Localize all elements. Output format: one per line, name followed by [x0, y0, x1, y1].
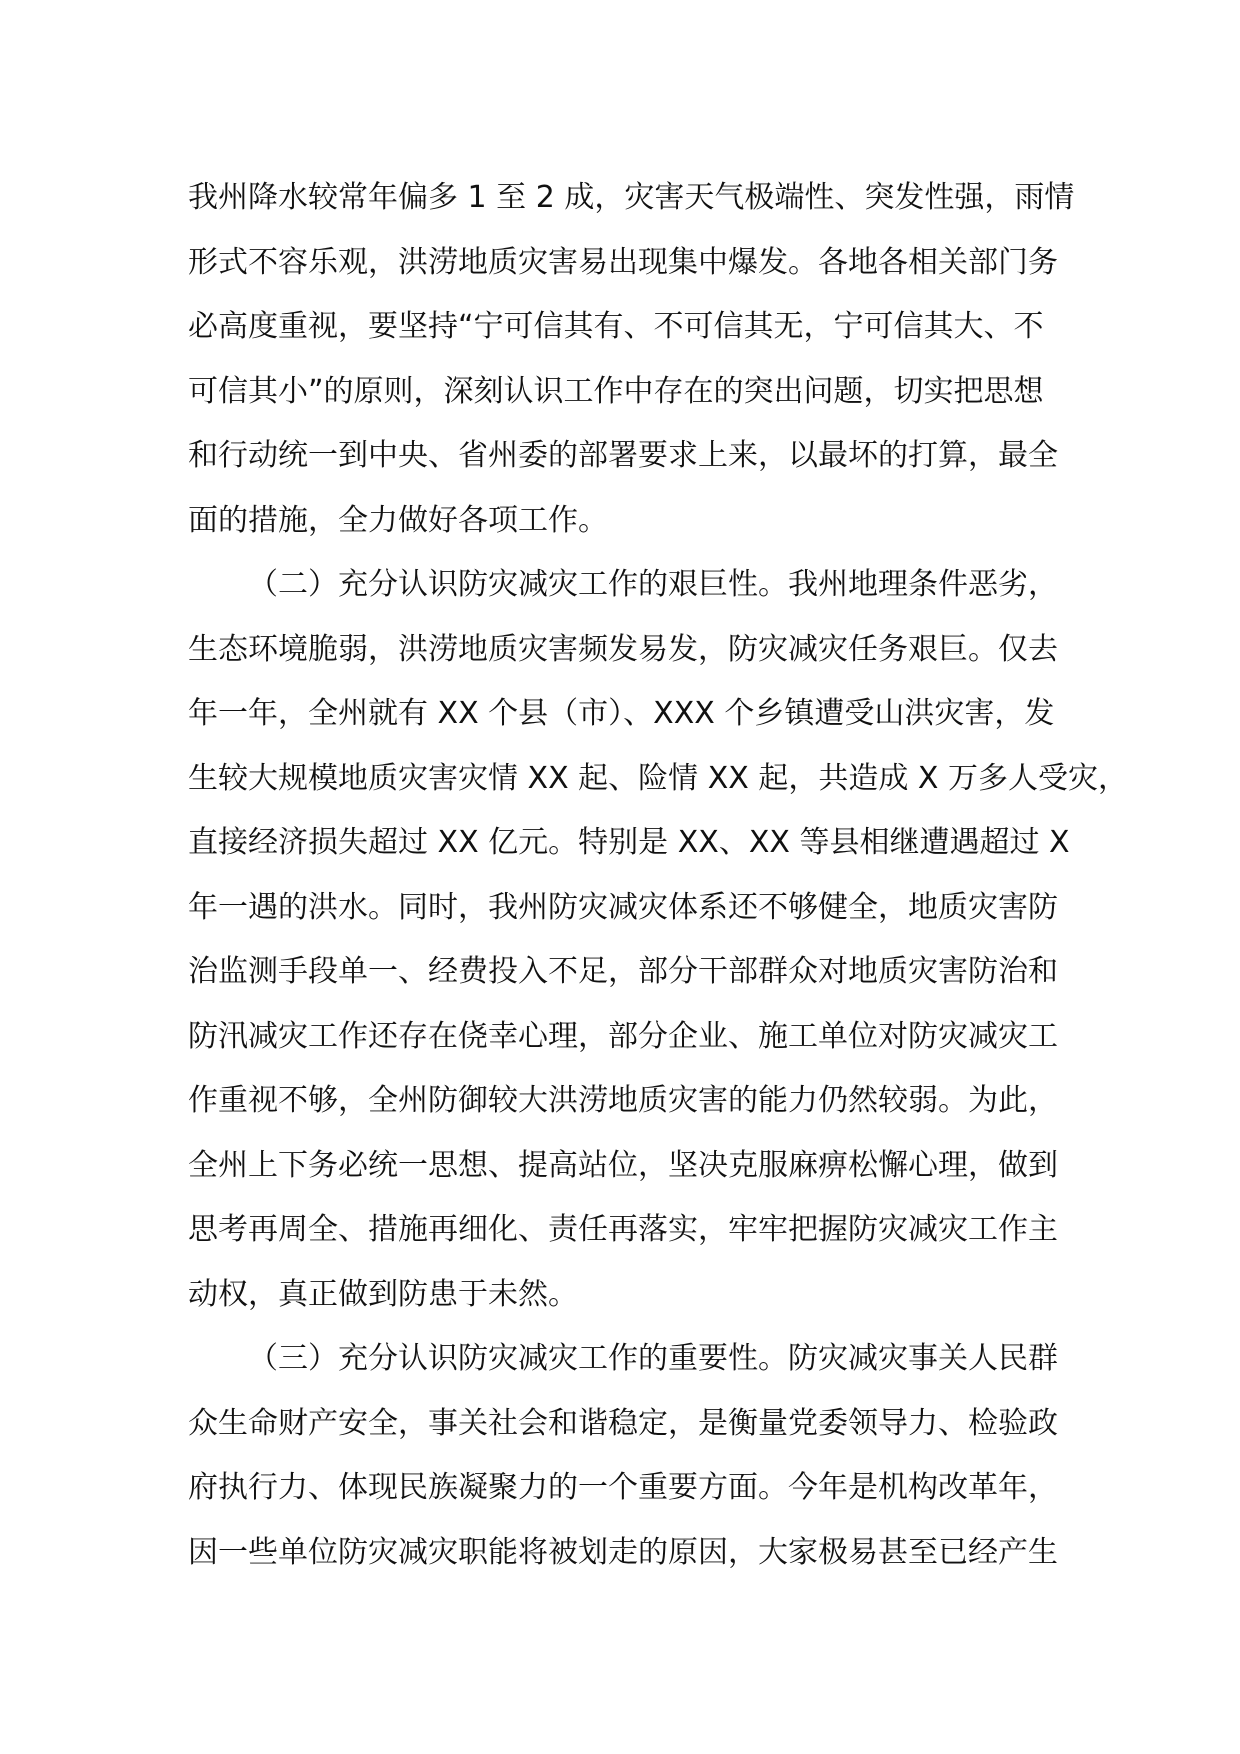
text-line: 可信其小”的原则，深刻认识工作中存在的突出问题，切实把思想 — [188, 373, 1044, 409]
text-line: 年一年，全州就有 XX 个县（市）、XXX 个乡镇遭受山洪灾害，发 — [188, 696, 1055, 731]
text-line: 防汛减灾工作还存在侥幸心理，部分企业、施工单位对防灾减灾工 — [188, 1018, 1058, 1054]
section-heading-line: （三）充分认识防灾减灾工作的重要性。防灾减灾事关人民群 — [248, 1341, 1058, 1376]
text-line: 必高度重视，要坚持“宁可信其有、不可信其无，宁可信其大、不 — [188, 309, 1044, 344]
section-heading-line: （二）充分认识防灾减灾工作的艰巨性。我州地理条件恶劣， — [248, 567, 1058, 602]
text-line: 直接经济损失超过 XX 亿元。特别是 XX、XX 等县相继遭遇超过 X — [188, 825, 1070, 860]
text-line: 形式不容乐观，洪涝地质灾害易出现集中爆发。各地各相关部门务 — [188, 244, 1058, 280]
text-line: 和行动统一到中央、省州委的部署要求上来，以最坏的打算，最全 — [188, 438, 1058, 473]
text-line: 众生命财产安全，事关社会和谐稳定，是衡量党委领导力、检验政 — [188, 1405, 1058, 1441]
text-line: 治监测手段单一、经费投入不足，部分干部群众对地质灾害防治和 — [188, 954, 1058, 989]
text-line: 生态环境脆弱，洪涝地质灾害频发易发，防灾减灾任务艰巨。仅去 — [188, 631, 1058, 667]
text-line: 全州上下务必统一思想、提高站位，坚决克服麻痹松懈心理，做到 — [188, 1147, 1058, 1183]
text-line: 生较大规模地质灾害灾情 XX 起、险情 XX 起，共造成 X 万多人受灾， — [188, 760, 1128, 796]
text-line: 我州降水较常年偏多 1 至 2 成，灾害天气极端性、突发性强，雨情 — [188, 180, 1075, 215]
text-line: 府执行力、体现民族凝聚力的一个重要方面。今年是机构改革年， — [188, 1470, 1058, 1505]
text-line: 年一遇的洪水。同时，我州防灾减灾体系还不够健全，地质灾害防 — [188, 889, 1058, 925]
text-line: 动权，真正做到防患于未然。 — [188, 1276, 578, 1312]
body-text — [188, 166, 1128, 1585]
text-line: 思考再周全、措施再细化、责任再落实，牢牢把握防灾减灾工作主 — [188, 1212, 1058, 1247]
text-line: 因一些单位防灾减灾职能将被划走的原因，大家极易甚至已经产生 — [188, 1534, 1058, 1570]
text-line: 面的措施，全力做好各项工作。 — [188, 502, 608, 538]
text-line: 作重视不够，全州防御较大洪涝地质灾害的能力仍然较弱。为此， — [188, 1083, 1058, 1118]
